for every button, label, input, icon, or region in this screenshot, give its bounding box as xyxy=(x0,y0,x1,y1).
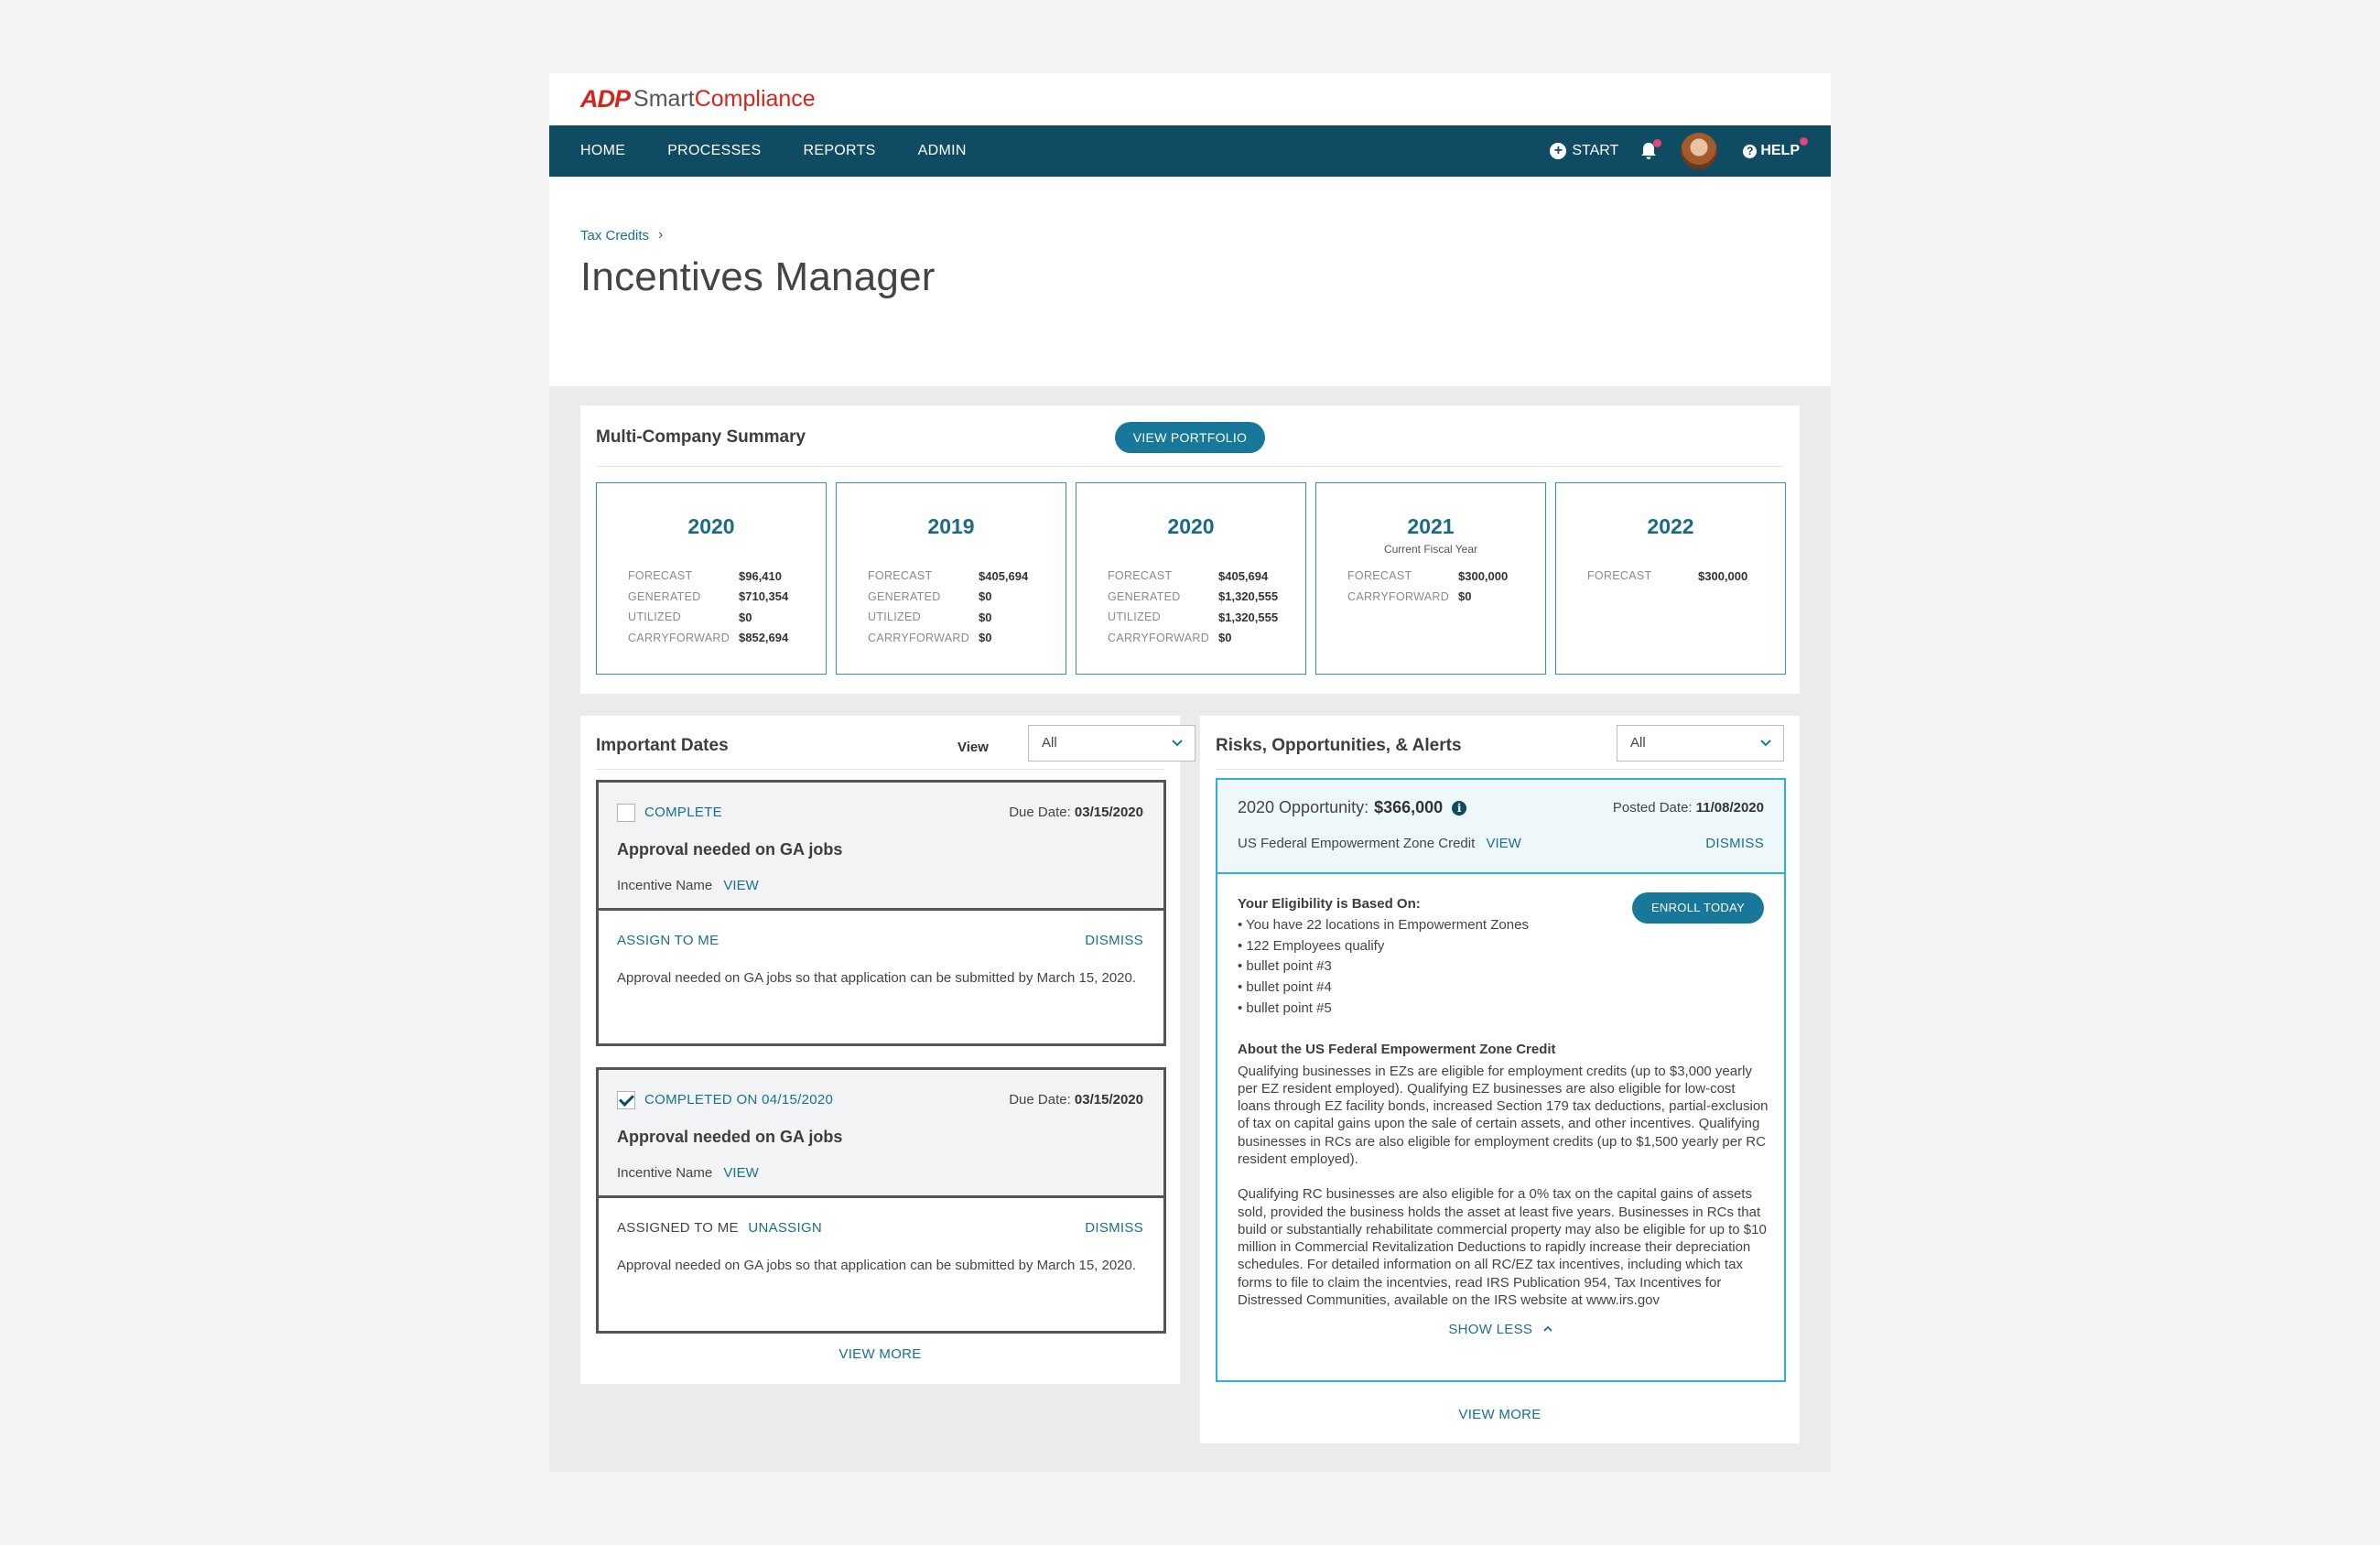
due-date-value: 03/15/2020 xyxy=(1074,1092,1143,1107)
metric-label: GENERATED xyxy=(868,589,941,603)
posted-date xyxy=(1613,800,1764,816)
app-window xyxy=(549,73,1831,1472)
nav-reports[interactable]: REPORTS xyxy=(803,143,876,158)
dates-view-select-value: All xyxy=(1042,735,1057,751)
current-fiscal-year-label: Current Fiscal Year xyxy=(1383,543,1478,556)
user-avatar[interactable] xyxy=(1681,133,1717,169)
year-number: 2021 xyxy=(1407,514,1455,538)
risks-filter-select[interactable] xyxy=(1617,725,1784,762)
year-card-current[interactable] xyxy=(1315,482,1546,675)
metric-label: FORECAST xyxy=(868,569,933,583)
opportunity-dismiss-link[interactable]: DISMISS xyxy=(1705,836,1764,851)
incentive-name-label: Incentive Name xyxy=(617,1165,713,1181)
help-button[interactable] xyxy=(1743,143,1800,159)
posted-date-value: 11/08/2020 xyxy=(1695,800,1764,816)
about-credit-paragraph: Qualifying businesses in EZs are eligible for employment credits (up to $3,000 yearly per EZ resident employed). Qualifying EZ businesses are also eligible for low-cost loans through EZ facility bonds, increased Section 179 tax deductions, partial-exclusion of tax on capital gains upon the sale of certain assets, and other incentives. Qualifying businesses in RCs are also eligible for employment credits (up to $1,500 yearly per RC resident employed). xyxy=(1238,1063,1769,1167)
metric-value: $96,410 xyxy=(739,568,782,583)
metric-label: GENERATED xyxy=(628,589,701,603)
eligibility-item: • 122 Employees qualify xyxy=(1238,937,1385,954)
divider xyxy=(1216,769,1784,770)
dismiss-link[interactable]: DISMISS xyxy=(1085,933,1143,948)
metric-value: $405,694 xyxy=(1218,568,1269,583)
task-name: Approval needed on GA jobs xyxy=(617,840,843,859)
metric-label: FORECAST xyxy=(1108,569,1173,583)
opportunity-title xyxy=(1238,798,1466,817)
date-task-card xyxy=(596,780,1166,1046)
breadcrumb-tax-credits[interactable]: Tax Credits xyxy=(580,227,650,243)
metric-value: $0 xyxy=(1218,631,1232,645)
posted-date-label: Posted Date: xyxy=(1612,800,1693,816)
year-number: 2022 xyxy=(1647,514,1694,538)
date-task-card xyxy=(596,1067,1166,1334)
due-date-value: 03/15/2020 xyxy=(1074,805,1143,820)
risks-opportunities-panel xyxy=(1200,716,1800,1443)
due-date xyxy=(1009,1092,1143,1107)
breadcrumb[interactable] xyxy=(580,227,1831,243)
eligibility-item: • You have 22 locations in Empowerment Zones xyxy=(1238,917,1529,933)
metric-label: FORECAST xyxy=(1587,569,1652,583)
start-label: START xyxy=(1572,143,1619,158)
info-icon[interactable]: i xyxy=(1452,801,1466,816)
brand-bar xyxy=(549,73,1831,125)
metric-value: $852,694 xyxy=(739,631,789,645)
show-less-label: SHOW LESS xyxy=(1448,1322,1533,1338)
summary-title: Multi-Company Summary xyxy=(596,427,806,447)
metric-label: CARRYFORWARD xyxy=(1347,589,1450,603)
incentive-name xyxy=(617,1165,759,1181)
eligibility-item: • bullet point #4 xyxy=(1238,979,1332,996)
eligibility-list xyxy=(1238,915,1764,1020)
help-question-icon: ? xyxy=(1743,145,1757,158)
task-status: COMPLETE xyxy=(644,805,722,820)
enroll-today-button[interactable]: ENROLL TODAY xyxy=(1632,892,1764,924)
year-number: 2019 xyxy=(927,514,975,538)
metric-value: $0 xyxy=(979,631,992,645)
view-portfolio-button[interactable]: VIEW PORTFOLIO xyxy=(1115,422,1265,453)
year-cards xyxy=(596,482,1786,675)
metric-label: FORECAST xyxy=(628,569,693,583)
task-status: COMPLETED ON 04/15/2020 xyxy=(644,1092,834,1107)
due-date-label: Due Date: xyxy=(1009,805,1071,820)
chevron-right-icon: › xyxy=(658,227,664,243)
metric-value: $710,354 xyxy=(739,589,789,604)
dismiss-link[interactable]: DISMISS xyxy=(1085,1220,1143,1236)
eligibility-item: • bullet point #5 xyxy=(1238,999,1332,1016)
metric-value: $1,320,555 xyxy=(1218,589,1279,604)
nav-home[interactable]: HOME xyxy=(580,143,626,158)
page-header xyxy=(549,177,1831,386)
year-card[interactable] xyxy=(596,482,827,675)
logo-compliance-text: Compliance xyxy=(694,86,816,112)
incentive-name xyxy=(617,878,759,893)
show-less-toggle[interactable] xyxy=(1238,1322,1764,1337)
task-name: Approval needed on GA jobs xyxy=(617,1128,843,1146)
metric-value: $0 xyxy=(739,610,752,624)
opportunity-amount: $366,000 xyxy=(1374,798,1444,816)
metric-value: $405,694 xyxy=(979,568,1029,583)
year-card[interactable] xyxy=(836,482,1066,675)
incentive-view-link[interactable]: VIEW xyxy=(723,878,759,893)
risks-view-more-link[interactable]: VIEW MORE xyxy=(1458,1407,1542,1422)
metric-label: UTILIZED xyxy=(1108,610,1161,624)
important-dates-title: Important Dates xyxy=(596,736,729,755)
metric-value: $300,000 xyxy=(1458,568,1509,583)
page-title: Incentives Manager xyxy=(580,254,936,299)
chevron-down-icon xyxy=(1759,726,1772,773)
assigned-to-me-label: ASSIGNED TO ME xyxy=(617,1220,739,1236)
task-description: Approval needed on GA jobs so that application can be submitted by March 15, 2020. xyxy=(617,970,1137,986)
unassign-link[interactable]: UNASSIGN xyxy=(748,1220,823,1236)
chevron-up-icon xyxy=(1537,1322,1553,1337)
credit-name xyxy=(1238,836,1521,851)
metric-label: CARRYFORWARD xyxy=(868,631,970,644)
eligibility-item: • bullet point #3 xyxy=(1238,958,1332,975)
metric-value: $1,320,555 xyxy=(1218,610,1279,624)
top-navbar xyxy=(549,125,1831,177)
metric-label: FORECAST xyxy=(1347,569,1412,583)
metric-value: $0 xyxy=(979,610,992,624)
metric-label: CARRYFORWARD xyxy=(628,631,730,644)
credit-name-label: US Federal Empowerment Zone Credit xyxy=(1238,836,1476,851)
metric-value: $300,000 xyxy=(1698,568,1748,583)
credit-view-link[interactable]: VIEW xyxy=(1486,836,1521,851)
view-filter-label: View xyxy=(957,740,989,755)
opportunity-label: 2020 Opportunity: xyxy=(1238,798,1369,816)
nav-admin[interactable]: ADMIN xyxy=(917,143,967,158)
about-credit-paragraph: Qualifying RC businesses are also eligible for a 0% tax on the capital gains of assets sold, provided the business holds the asset at least five years. Businesses in RCs that build or substantially rehabilitate commercial property may also be eligible for up to $10 million in Commercial Revitalization Deductions to rapidly increase their depreciation schedules. For detailed information on all RC/EZ tax incentives, including which tax forms to file to claim the incentvies, read IRS Publication 954, Tax Incentives for Distressed Communities, available on the IRS website at www.irs.gov xyxy=(1238,1186,1767,1309)
important-dates-panel xyxy=(580,716,1180,1384)
year-number: 2020 xyxy=(1167,514,1215,538)
divider xyxy=(596,769,1164,770)
risks-title: Risks, Opportunities, & Alerts xyxy=(1216,736,1462,755)
complete-checkbox[interactable] xyxy=(617,804,635,822)
assign-to-me-link[interactable]: ASSIGN TO ME xyxy=(617,933,719,948)
opportunity-card xyxy=(1216,778,1786,1382)
plus-circle-icon: + xyxy=(1550,143,1566,159)
dates-view-more-link[interactable]: VIEW MORE xyxy=(838,1346,922,1362)
dates-view-select[interactable] xyxy=(1028,725,1195,762)
eligibility-title: Your Eligibility is Based On: xyxy=(1238,896,1421,912)
metric-label: CARRYFORWARD xyxy=(1108,631,1210,644)
metric-label: UTILIZED xyxy=(628,610,681,624)
year-card[interactable] xyxy=(1076,482,1306,675)
due-date-label: Due Date: xyxy=(1009,1092,1071,1107)
start-button[interactable] xyxy=(1550,143,1618,159)
logo-smart-text: Smart xyxy=(633,86,695,112)
divider xyxy=(596,466,1784,467)
nav-processes[interactable]: PROCESSES xyxy=(667,143,762,158)
adp-logo[interactable]: ADP xyxy=(580,85,631,113)
multi-company-summary-panel xyxy=(580,405,1800,694)
chevron-down-icon xyxy=(1171,726,1184,773)
task-description: Approval needed on GA jobs so that application can be submitted by March 15, 2020. xyxy=(617,1258,1137,1273)
notification-dot xyxy=(1653,139,1661,147)
year-number: 2020 xyxy=(687,514,735,538)
about-credit-title: About the US Federal Empowerment Zone Credit xyxy=(1238,1041,1556,1057)
metric-label: GENERATED xyxy=(1108,589,1181,603)
metric-label: UTILIZED xyxy=(868,610,921,624)
notifications-bell-icon[interactable] xyxy=(1640,141,1661,161)
metric-value: $0 xyxy=(1458,589,1472,604)
year-card[interactable] xyxy=(1555,482,1786,675)
help-notification-dot xyxy=(1800,137,1808,146)
risks-filter-select-value: All xyxy=(1630,735,1646,751)
metric-value: $0 xyxy=(979,589,992,604)
incentive-name-label: Incentive Name xyxy=(617,878,713,893)
complete-checkbox-checked[interactable] xyxy=(617,1091,635,1109)
due-date xyxy=(1009,805,1143,820)
incentive-view-link[interactable]: VIEW xyxy=(723,1165,759,1181)
help-label: HELP xyxy=(1760,143,1800,158)
